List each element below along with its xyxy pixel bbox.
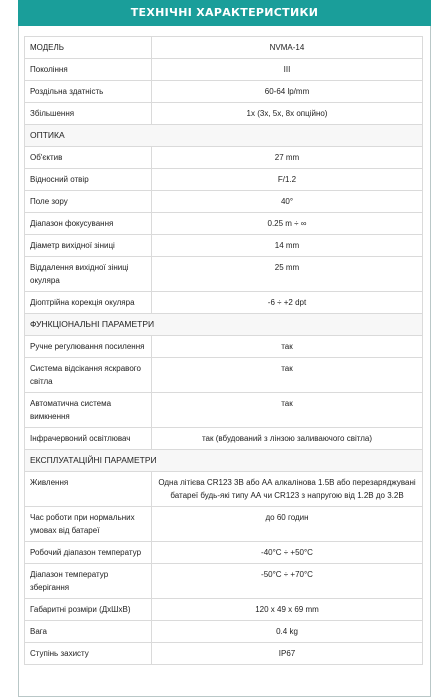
spec-value: так xyxy=(152,336,423,358)
spec-row xyxy=(25,599,423,621)
spec-value: 1x (3x, 5x, 8x опційно) xyxy=(152,103,423,125)
spec-row xyxy=(25,147,423,169)
spec-label: Ручне регулювання посилення xyxy=(25,336,152,358)
spec-row xyxy=(25,472,423,507)
spec-value: -50°C ÷ +70°C xyxy=(152,564,423,599)
spec-label: Автоматична система вимкнення xyxy=(25,393,152,428)
spec-label: Діаметр вихідної зіниці xyxy=(25,235,152,257)
spec-row xyxy=(25,257,423,292)
spec-value: 60-64 lp/mm xyxy=(152,81,423,103)
spec-value: IP67 xyxy=(152,643,423,665)
spec-value: 27 mm xyxy=(152,147,423,169)
spec-value: до 60 годин xyxy=(152,507,423,542)
spec-value: F/1.2 xyxy=(152,169,423,191)
section-title: ФУНКЦІОНАЛЬНІ ПАРАМЕТРИ xyxy=(25,314,423,336)
spec-table xyxy=(24,36,423,665)
spec-label: Габаритні розміри (ДxШxВ) xyxy=(25,599,152,621)
spec-row xyxy=(25,37,423,59)
spec-row xyxy=(25,621,423,643)
spec-value: 14 mm xyxy=(152,235,423,257)
spec-label: Відносний отвір xyxy=(25,169,152,191)
spec-value: 40° xyxy=(152,191,423,213)
spec-row xyxy=(25,564,423,599)
spec-label: Збільшення xyxy=(25,103,152,125)
spec-label: Живлення xyxy=(25,472,152,507)
spec-row xyxy=(25,542,423,564)
spec-row xyxy=(25,358,423,393)
spec-label: Діапазон температур зберігання xyxy=(25,564,152,599)
spec-value: 0.4 kg xyxy=(152,621,423,643)
spec-value: III xyxy=(152,59,423,81)
spec-row xyxy=(25,643,423,665)
spec-row xyxy=(25,81,423,103)
spec-label: Система відсікання яскравого світла xyxy=(25,358,152,393)
spec-row xyxy=(25,507,423,542)
spec-value: так (вбудований з лінзою заливаючого світла) xyxy=(152,428,423,450)
spec-label: Час роботи при нормальних умовах від батареї xyxy=(25,507,152,542)
spec-value: 120 x 49 x 69 mm xyxy=(152,599,423,621)
spec-label: Вага xyxy=(25,621,152,643)
spec-row xyxy=(25,59,423,81)
spec-label: МОДЕЛЬ xyxy=(25,37,152,59)
spec-label: Діоптрійна корекція окуляра xyxy=(25,292,152,314)
spec-value: -40°C ÷ +50°C xyxy=(152,542,423,564)
spec-row xyxy=(25,213,423,235)
spec-value: NVMA-14 xyxy=(152,37,423,59)
spec-row xyxy=(25,336,423,358)
spec-label: Об'єктив xyxy=(25,147,152,169)
spec-label: Покоління xyxy=(25,59,152,81)
spec-value: так xyxy=(152,358,423,393)
spec-label: Діапазон фокусування xyxy=(25,213,152,235)
spec-row xyxy=(25,292,423,314)
spec-value: 25 mm xyxy=(152,257,423,292)
spec-value: 0.25 m ÷ ∞ xyxy=(152,213,423,235)
spec-row xyxy=(25,393,423,428)
spec-value: -6 ÷ +2 dpt xyxy=(152,292,423,314)
spec-row xyxy=(25,235,423,257)
spec-label: Інфрачервоний освітлювач xyxy=(25,428,152,450)
spec-label: Ступінь захисту xyxy=(25,643,152,665)
spec-label: Роздільна здатність xyxy=(25,81,152,103)
section-header xyxy=(25,450,423,472)
page-title: ТЕХНІЧНІ ХАРАКТЕРИСТИКИ xyxy=(18,0,431,26)
spec-label: Віддалення вихідної зіниці окуляра xyxy=(25,257,152,292)
spec-row xyxy=(25,103,423,125)
spec-label: Робочий діапазон температур xyxy=(25,542,152,564)
spec-row xyxy=(25,169,423,191)
spec-value: так xyxy=(152,393,423,428)
spec-value: Одна літієва CR123 3В або АА алкалінова 1.5В або перезаряджувані батареї будь-які типу АА чи CR123 з напругою від 1.2В до 3.2В xyxy=(152,472,423,507)
spec-row xyxy=(25,428,423,450)
section-header xyxy=(25,314,423,336)
spec-row xyxy=(25,191,423,213)
spec-label: Поле зору xyxy=(25,191,152,213)
section-title: ЕКСПЛУАТАЦІЙНІ ПАРАМЕТРИ xyxy=(25,450,423,472)
section-header xyxy=(25,125,423,147)
section-title: ОПТИКА xyxy=(25,125,423,147)
